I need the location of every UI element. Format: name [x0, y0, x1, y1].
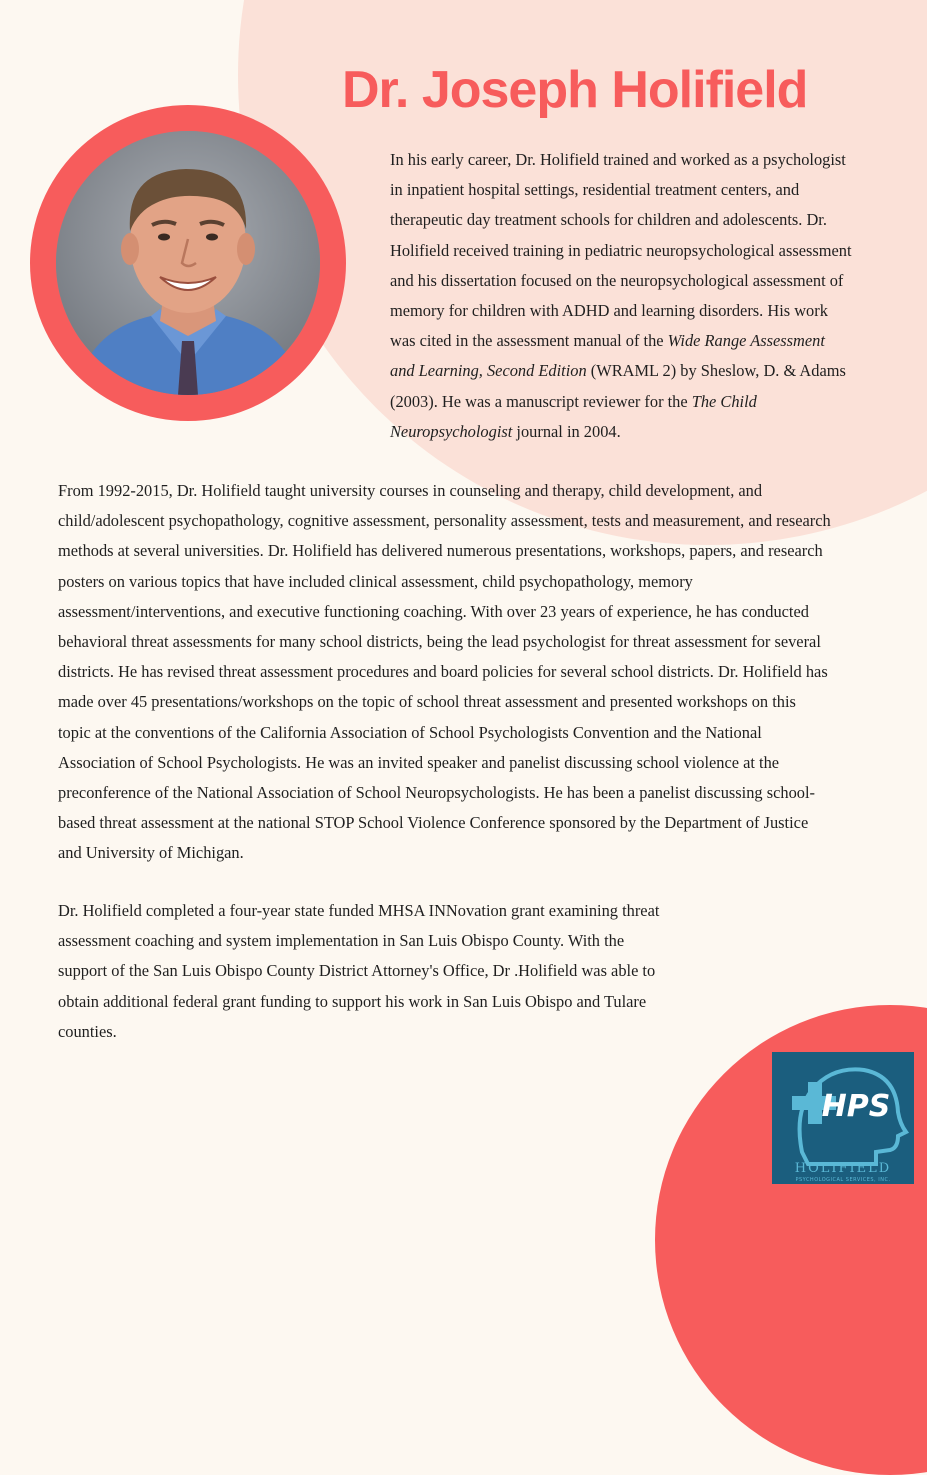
text-run: memory for children with ADHD and learning disorders. His work [390, 301, 828, 321]
text-run: (WRAML 2) by Sheslow, D. & Adams [586, 361, 846, 381]
text-line [58, 687, 888, 717]
text-line [58, 597, 888, 627]
text-line [58, 987, 708, 1017]
text-line [390, 236, 890, 266]
text-run: Association of School Psychologists. He was an invited speaker and panelist discussing school violence at the [58, 752, 780, 772]
text-line [390, 417, 890, 447]
italic-title-text: Wide Range Assessment [667, 331, 825, 351]
text-line [390, 296, 890, 326]
portrait-frame [30, 105, 346, 421]
text-run: From 1992-2015, Dr. Holifield taught university courses in counseling and therapy, child development, and [58, 481, 763, 500]
text-line [58, 476, 888, 506]
bio-paragraph-early-career [390, 145, 890, 447]
page-title: Dr. Joseph Holifield [342, 61, 808, 119]
text-line [58, 536, 888, 566]
text-line [58, 838, 888, 868]
text-line [390, 356, 890, 386]
text-run: Dr. Holifield completed a four-year state funded MHSA INNovation grant examining threat [58, 901, 660, 920]
text-run: districts. He has revised threat assessment procedures and board policies for several school districts. Dr. Holifield has [58, 662, 828, 682]
text-line [390, 326, 890, 356]
text-run: preconference of the National Association of School Neuropsychologists. He has been a panelist discussing school- [58, 783, 815, 803]
text-line [390, 145, 890, 175]
text-run: was cited in the assessment manual of the [390, 331, 668, 351]
text-run: and University of Michigan. [58, 843, 244, 863]
text-run: obtain additional federal grant funding to support his work in San Luis Obispo and Tulare [58, 991, 647, 1011]
text-run: in inpatient hospital settings, residential treatment centers, and [390, 180, 800, 200]
text-run: (2003). He was a manuscript reviewer for the [390, 391, 692, 411]
text-line [58, 718, 888, 748]
logo-initials: HPS [821, 1089, 891, 1124]
text-line [390, 387, 890, 417]
text-run: journal in 2004. [512, 421, 621, 441]
text-run: behavioral threat assessments for many school districts, being the lead psychologist for threat assessment for several [58, 632, 821, 652]
italic-title-text: The Child [691, 391, 757, 411]
bio-paragraph-teaching-and-threat-assessment [58, 476, 888, 869]
text-run: and his dissertation focused on the neuropsychological assessment of [390, 270, 844, 290]
text-line [58, 778, 888, 808]
text-line [58, 506, 888, 536]
bio-paragraph-grant-work [58, 896, 708, 1047]
portrait-photo [56, 131, 320, 395]
text-line [58, 567, 888, 597]
logo-tagline: PSYCHOLOGICAL SERVICES, INC. [795, 1177, 891, 1183]
text-line [58, 808, 888, 838]
text-run: assessment coaching and system implementation in San Luis Obispo County. With the [58, 931, 625, 951]
text-run: child/adolescent psychopathology, cognitive assessment, personality assessment, tests and measurement, and research [58, 511, 831, 531]
text-run: assessment/interventions, and executive functioning coaching. With over 23 years of experience, he has conducted [58, 601, 809, 621]
text-line [58, 956, 708, 986]
text-run: support of the San Luis Obispo County District Attorney's Office, Dr .Holifield was able to [58, 961, 656, 981]
text-run: made over 45 presentations/workshops on the topic of school threat assessment and presented workshops on this [58, 692, 796, 712]
text-line [390, 266, 890, 296]
italic-title-text: and Learning, Second Edition [390, 361, 587, 381]
italic-title-text: Neuropsychologist [390, 421, 513, 441]
text-run: posters on various topics that have included clinical assessment, child psychopathology, memory [58, 571, 693, 591]
text-line [390, 175, 890, 205]
text-run: Holifield received training in pediatric neuropsychological assessment [390, 240, 852, 260]
text-run: counties. [58, 1021, 117, 1041]
text-line [58, 926, 708, 956]
text-run: topic at the conventions of the California Association of School Psychologists Convention and the National [58, 722, 762, 742]
text-run: based threat assessment at the national STOP School Violence Conference sponsored by the Department of Justice [58, 813, 809, 833]
text-run: therapeutic day treatment schools for children and adolescents. Dr. [390, 210, 827, 230]
text-line [390, 205, 890, 235]
text-line [58, 1017, 708, 1047]
text-run: In his early career, Dr. Holifield trained and worked as a psychologist [390, 150, 846, 169]
text-run: methods at several universities. Dr. Holifield has delivered numerous presentations, workshops, papers, and research [58, 541, 823, 561]
text-line [58, 748, 888, 778]
text-line [58, 896, 708, 926]
logo-wordmark: HOLIFIELD [794, 1161, 892, 1176]
text-line [58, 657, 888, 687]
text-line [58, 627, 888, 657]
holifield-logo [772, 1052, 914, 1184]
